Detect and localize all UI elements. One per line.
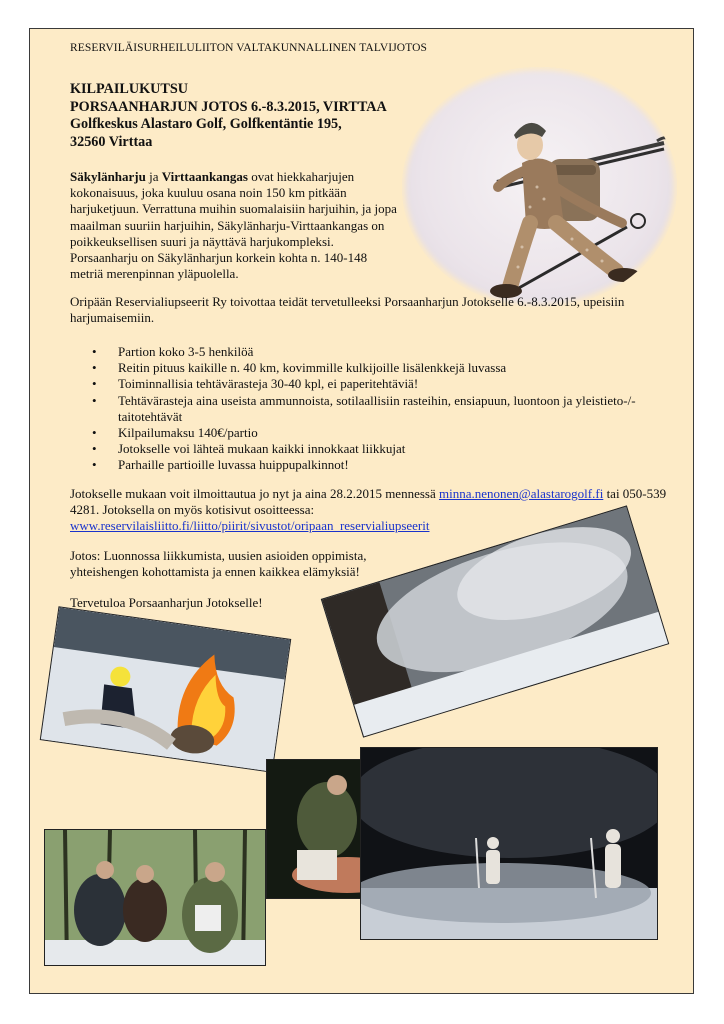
feature-list <box>92 344 672 474</box>
list-item: • Reitin pituus kaikille n. 40 km, kovimmille kulkijoille lisälenkkejä luvassa <box>92 360 672 376</box>
intro-rest: ovat hiekkaharjujen kokonaisuus, joka kuuluu osana noin 150 km pitkään harjuketjuun. Verrattuna muihin suomalaisiin harjuihin, ja jopa maailman suuriin harjuihin, Säkylänharju-Virttaankangas on poikkeuksellisen suuri ja näyttävä harjukompleksi. Porsaanharju on Säkylänharjun korkein kohta n. 140-148 metriä merenpinnan yläpuolella. <box>70 169 397 282</box>
flyer-page <box>29 28 694 994</box>
contact-text-1: Jotokselle mukaan voit ilmoittautua jo nyt ja aina 28.2.2015 mennessä <box>70 486 439 501</box>
welcome-paragraph: Oripään Reservialiupseerit Ry toivottaa teidät tervetulleeksi Porsaanharjun Jotokselle 6.-8.3.2015, upeisiin harjumaisemiin. <box>70 294 625 326</box>
night-skiers-photo <box>360 747 658 940</box>
closing-line: Tervetuloa Porsaanharjun Jotokselle! <box>70 595 263 610</box>
motto-paragraph: Jotos: Luonnossa liikkumista, uusien asioiden oppimista, yhteishengen kohottamista ja ennen kaikkea elämyksiä! <box>70 548 367 580</box>
invitation-title <box>70 81 387 151</box>
list-item: • Toiminnallisia tehtävärasteja 30-40 kpl, ei paperitehtäviä! <box>92 376 672 392</box>
list-item: • Tehtävärasteja aina useista ammunnoista, sotilaallisiin rasteihin, ensiapuun, luontoon ja yleistieto-/-taitotehtävät <box>92 393 672 425</box>
intro-paragraph <box>70 169 400 282</box>
title-line-2: PORSAANHARJUN JOTOS 6.-8.3.2015, VIRTTAA <box>70 98 387 115</box>
stretcher-carry-photo <box>44 829 266 966</box>
intro-bold-2: Virttaankangas <box>161 169 248 184</box>
email-link[interactable]: minna.nenonen@alastarogolf.fi <box>439 486 604 501</box>
intro-bold-1: Säkylänharju <box>70 169 146 184</box>
skier-illustration <box>402 67 677 307</box>
title-line-1: KILPAILUKUTSU <box>70 81 188 97</box>
contact-text-2: tai 050-539 4281. Jotoksella on myös kotisivut osoitteessa: <box>70 486 667 518</box>
title-line-3: Golfkeskus Alastaro Golf, Golfkentäntie 195, <box>70 116 342 132</box>
skier-icon <box>402 67 677 307</box>
title-line-4: 32560 Virttaa <box>70 133 153 150</box>
list-item: • Partion koko 3-5 henkilöä <box>92 344 672 360</box>
list-item: • Jotokselle voi lähteä mukaan kaikki innokkaat liikkujat <box>92 441 672 457</box>
list-item: • Parhaille partioille luvassa huippupalkinnot! <box>92 457 672 473</box>
fire-extinguishing-photo <box>40 606 292 772</box>
header-organization: RESERVILÄISURHEILULIITON VALTAKUNNALLINEN TALVIJOTOS <box>70 42 428 54</box>
smoke-photo <box>321 505 669 737</box>
intro-and: ja <box>145 169 162 184</box>
list-item: • Kilpailumaksu 140€/partio <box>92 425 672 441</box>
website-link[interactable]: www.reservilaisliitto.fi/liitto/piirit/sivustot/oripaan_reservialiupseerit <box>70 518 430 534</box>
